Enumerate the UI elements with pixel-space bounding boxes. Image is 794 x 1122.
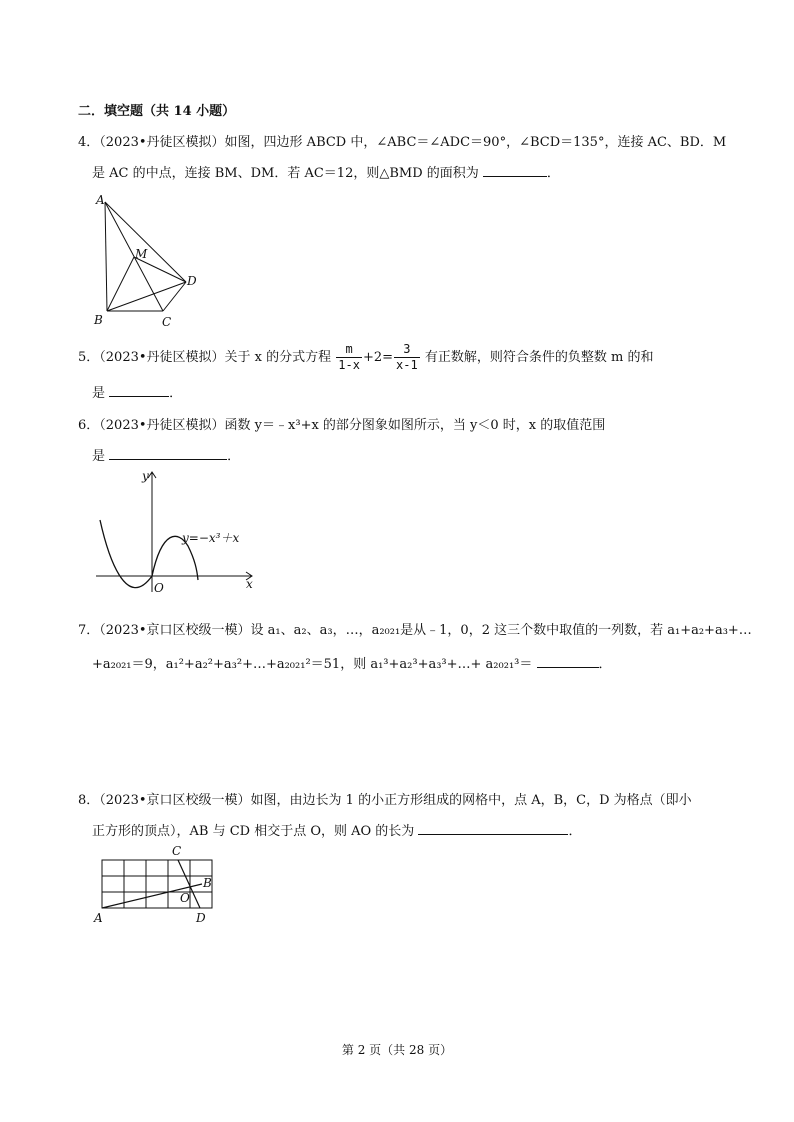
q5-text-post: 有正数解，则符合条件的负整数 m 的和 [424, 350, 654, 365]
q5-frac2-denominator: x-1 [396, 358, 418, 372]
q8-label-D: D [196, 911, 206, 925]
q4-seg-DA [105, 202, 186, 282]
q6-answer-blank[interactable] [109, 447, 227, 460]
q5-line2 [92, 384, 182, 403]
q4-answer-blank[interactable] [483, 164, 547, 177]
q4-text-line2: 是 AC 的中点，连接 BM、DM．若 AC＝12，则△BMD 的面积为 [92, 166, 479, 181]
q8-line1 [78, 792, 692, 810]
q8-grid-border [102, 860, 212, 908]
q5-source: （2023•丹徒区模拟） [99, 350, 225, 365]
q7-end-punct: ． [598, 657, 612, 672]
q4-label-B: B [94, 313, 103, 327]
page-footer: 第 2 页（共 28 页） [341, 1043, 453, 1057]
q8-figure [92, 840, 222, 930]
q5-answer-blank[interactable] [109, 384, 169, 397]
q6-label-origin: O [154, 581, 164, 595]
q8-label-O: O [180, 891, 190, 905]
q4-text-line1: 如图，四边形 ABCD 中，∠ABC＝∠ADC＝90°，∠BCD＝135°，连接 AC、BD．M [224, 135, 727, 150]
q4-seg-AC [105, 202, 163, 311]
q8-label-C: C [172, 844, 182, 858]
q4-end-punct: ． [546, 166, 560, 181]
q4-label-D: D [187, 274, 197, 288]
q6-line1 [78, 417, 605, 435]
q6-end-punct: ． [227, 449, 241, 464]
q8-end-punct: ． [568, 824, 582, 839]
q8-label-A: A [94, 911, 103, 925]
q4-source: （2023•丹徒区模拟） [99, 135, 225, 150]
q8-text-line2: 正方形的顶点），AB 与 CD 相交于点 O，则 AO 的长为 [92, 824, 415, 839]
q5-frac2-numerator: 3 [394, 342, 420, 358]
q6-label-x: x [246, 577, 253, 591]
q8-text-line1: 如图，由边长为 1 的小正方形组成的网格中，点 A，B，C，D 为格点（即小 [250, 793, 692, 808]
q8-source: （2023•京口区校级一模） [99, 793, 251, 808]
q6-figure [90, 468, 260, 598]
q4-line2 [92, 164, 560, 183]
q5-frac1-denominator: 1-x [338, 358, 360, 372]
q6-text-line2: 是 [92, 449, 106, 464]
q4-number: 4． [78, 135, 100, 150]
q6-label-y: y [142, 469, 149, 483]
q5-text-pre: 关于 x 的分式方程 [224, 350, 332, 365]
q4-seg-AB [105, 202, 107, 311]
q5-line1 [78, 342, 653, 373]
q7-number: 7． [78, 623, 100, 638]
q8-label-B: B [203, 876, 212, 890]
q8-answer-blank[interactable] [418, 822, 568, 835]
q6-curve-label: y=−x³＋x [182, 531, 240, 545]
q5-number: 5． [78, 350, 100, 365]
q7-line1 [78, 622, 752, 640]
q6-number: 6． [78, 418, 100, 433]
q6-line2 [92, 447, 240, 466]
q7-answer-blank[interactable] [537, 655, 599, 668]
q7-text-line2: +a₂₀₂₁＝9，a₁²+a₂²+a₃²+…+a₂₀₂₁²＝51，则 a₁³+a₂³+a₃³+…+ a₂₀₂₁³＝ [92, 657, 533, 672]
q5-fraction-1 [336, 342, 362, 373]
q4-figure [88, 190, 208, 330]
q8-number: 8． [78, 793, 100, 808]
q4-label-M: M [135, 247, 148, 261]
q5-text-mid: +2= [362, 350, 394, 365]
q7-line2 [92, 655, 612, 674]
section-title: 二．填空题（共 14 小题） [78, 104, 236, 119]
q6-source: （2023•丹徒区模拟） [99, 418, 225, 433]
q7-source: （2023•京口区校级一模） [99, 623, 251, 638]
q4-line1 [78, 134, 726, 152]
q6-text-line1: 函数 y＝﹣x³+x 的部分图象如图所示，当 y＜0 时，x 的取值范围 [224, 418, 606, 433]
q5-fraction-2 [394, 342, 420, 373]
q4-label-A: A [96, 193, 105, 207]
q5-end-punct: ． [169, 386, 183, 401]
q4-label-C: C [162, 315, 172, 329]
q5-frac1-numerator: m [336, 342, 362, 358]
q7-text-line1: 设 a₁、a₂、a₃，…，a₂₀₂₁是从﹣1，0，2 这三个数中取值的一列数，若 a₁+a₂+a₃+… [250, 623, 752, 638]
q5-text-line2: 是 [92, 386, 106, 401]
q8-line2 [92, 822, 581, 841]
